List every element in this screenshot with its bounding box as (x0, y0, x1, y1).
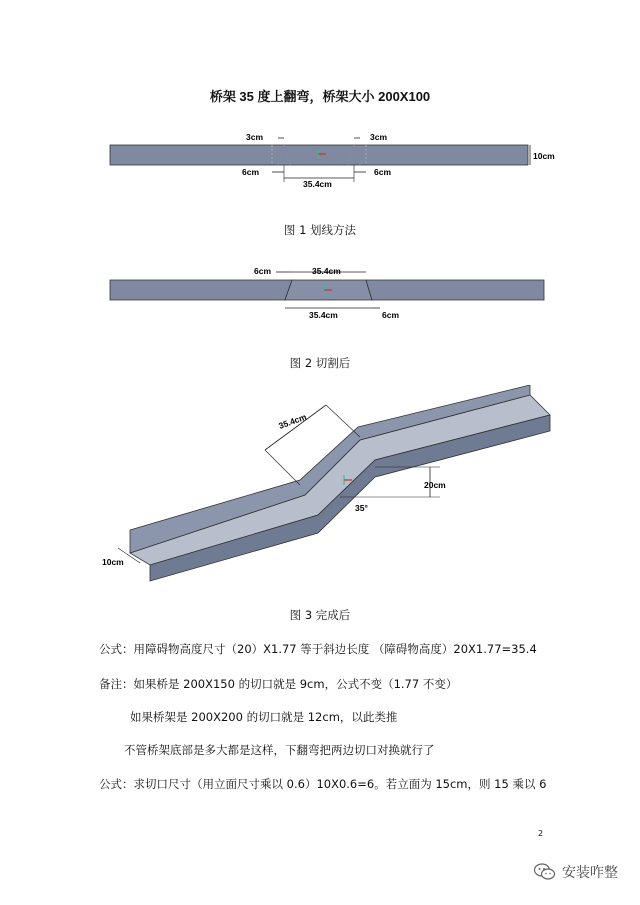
note-line-2: 备注：如果桥是 200X150 的切口就是 9cm，公式不变（1.77 不变） (99, 677, 458, 691)
figure-1-marking-diagram (0, 120, 640, 200)
label-35-4cm: 35.4cm (303, 179, 332, 189)
tray-strip (110, 145, 528, 165)
formula-line-5: 公式：求切口尺寸（用立面尺寸乘以 0.6）10X0.6=6。若立面为 15cm，则 15 乘以 6 (99, 777, 547, 791)
label-6cm-right: 6cm (374, 167, 392, 177)
figure-1-caption: 图 1 划线方法 (283, 223, 357, 237)
note-line-3: 如果桥架是 200X200 的切口就是 12cm，以此类推 (130, 710, 398, 724)
note-line-4: 不管桥架底部是多大都是这样，下翻弯把两边切口对换就行了 (124, 743, 435, 757)
figure-2-cut-diagram (0, 258, 640, 328)
page-title: 桥架 35 度上翻弯，桥架大小 200X100 (209, 89, 431, 104)
right-section (366, 280, 544, 300)
figure-3-caption: 图 3 完成后 (289, 608, 351, 622)
label-6cm-bottom: 6cm (382, 310, 400, 320)
label-3cm-right: 3cm (370, 132, 388, 142)
label-35-4cm-top: 35.4cm (312, 266, 341, 276)
label-35-degree: 35° (355, 503, 368, 513)
label-6cm-top: 6cm (254, 266, 272, 276)
watermark (534, 862, 618, 882)
figure-3-completed-tray (0, 385, 640, 585)
page-number: 2 (538, 829, 544, 838)
label-3cm-left: 3cm (246, 132, 264, 142)
formula-line-1: 公式：用障碍物高度尺寸（20）X1.77 等于斜边长度 （障碍物高度）20X1.77=35.4 (99, 642, 537, 656)
label-10cm: 10cm (533, 151, 555, 161)
figure-2-caption: 图 2 切割后 (289, 356, 351, 370)
wechat-icon (534, 863, 556, 881)
watermark-text: 安装咋整 (562, 865, 618, 881)
label-35-4cm-bottom: 35.4cm (309, 310, 338, 320)
label-10cm: 10cm (102, 557, 124, 567)
label-35-4cm: 35.4cm (277, 411, 308, 431)
label-20cm: 20cm (424, 480, 446, 490)
left-section (110, 280, 292, 300)
label-6cm-left: 6cm (242, 167, 260, 177)
